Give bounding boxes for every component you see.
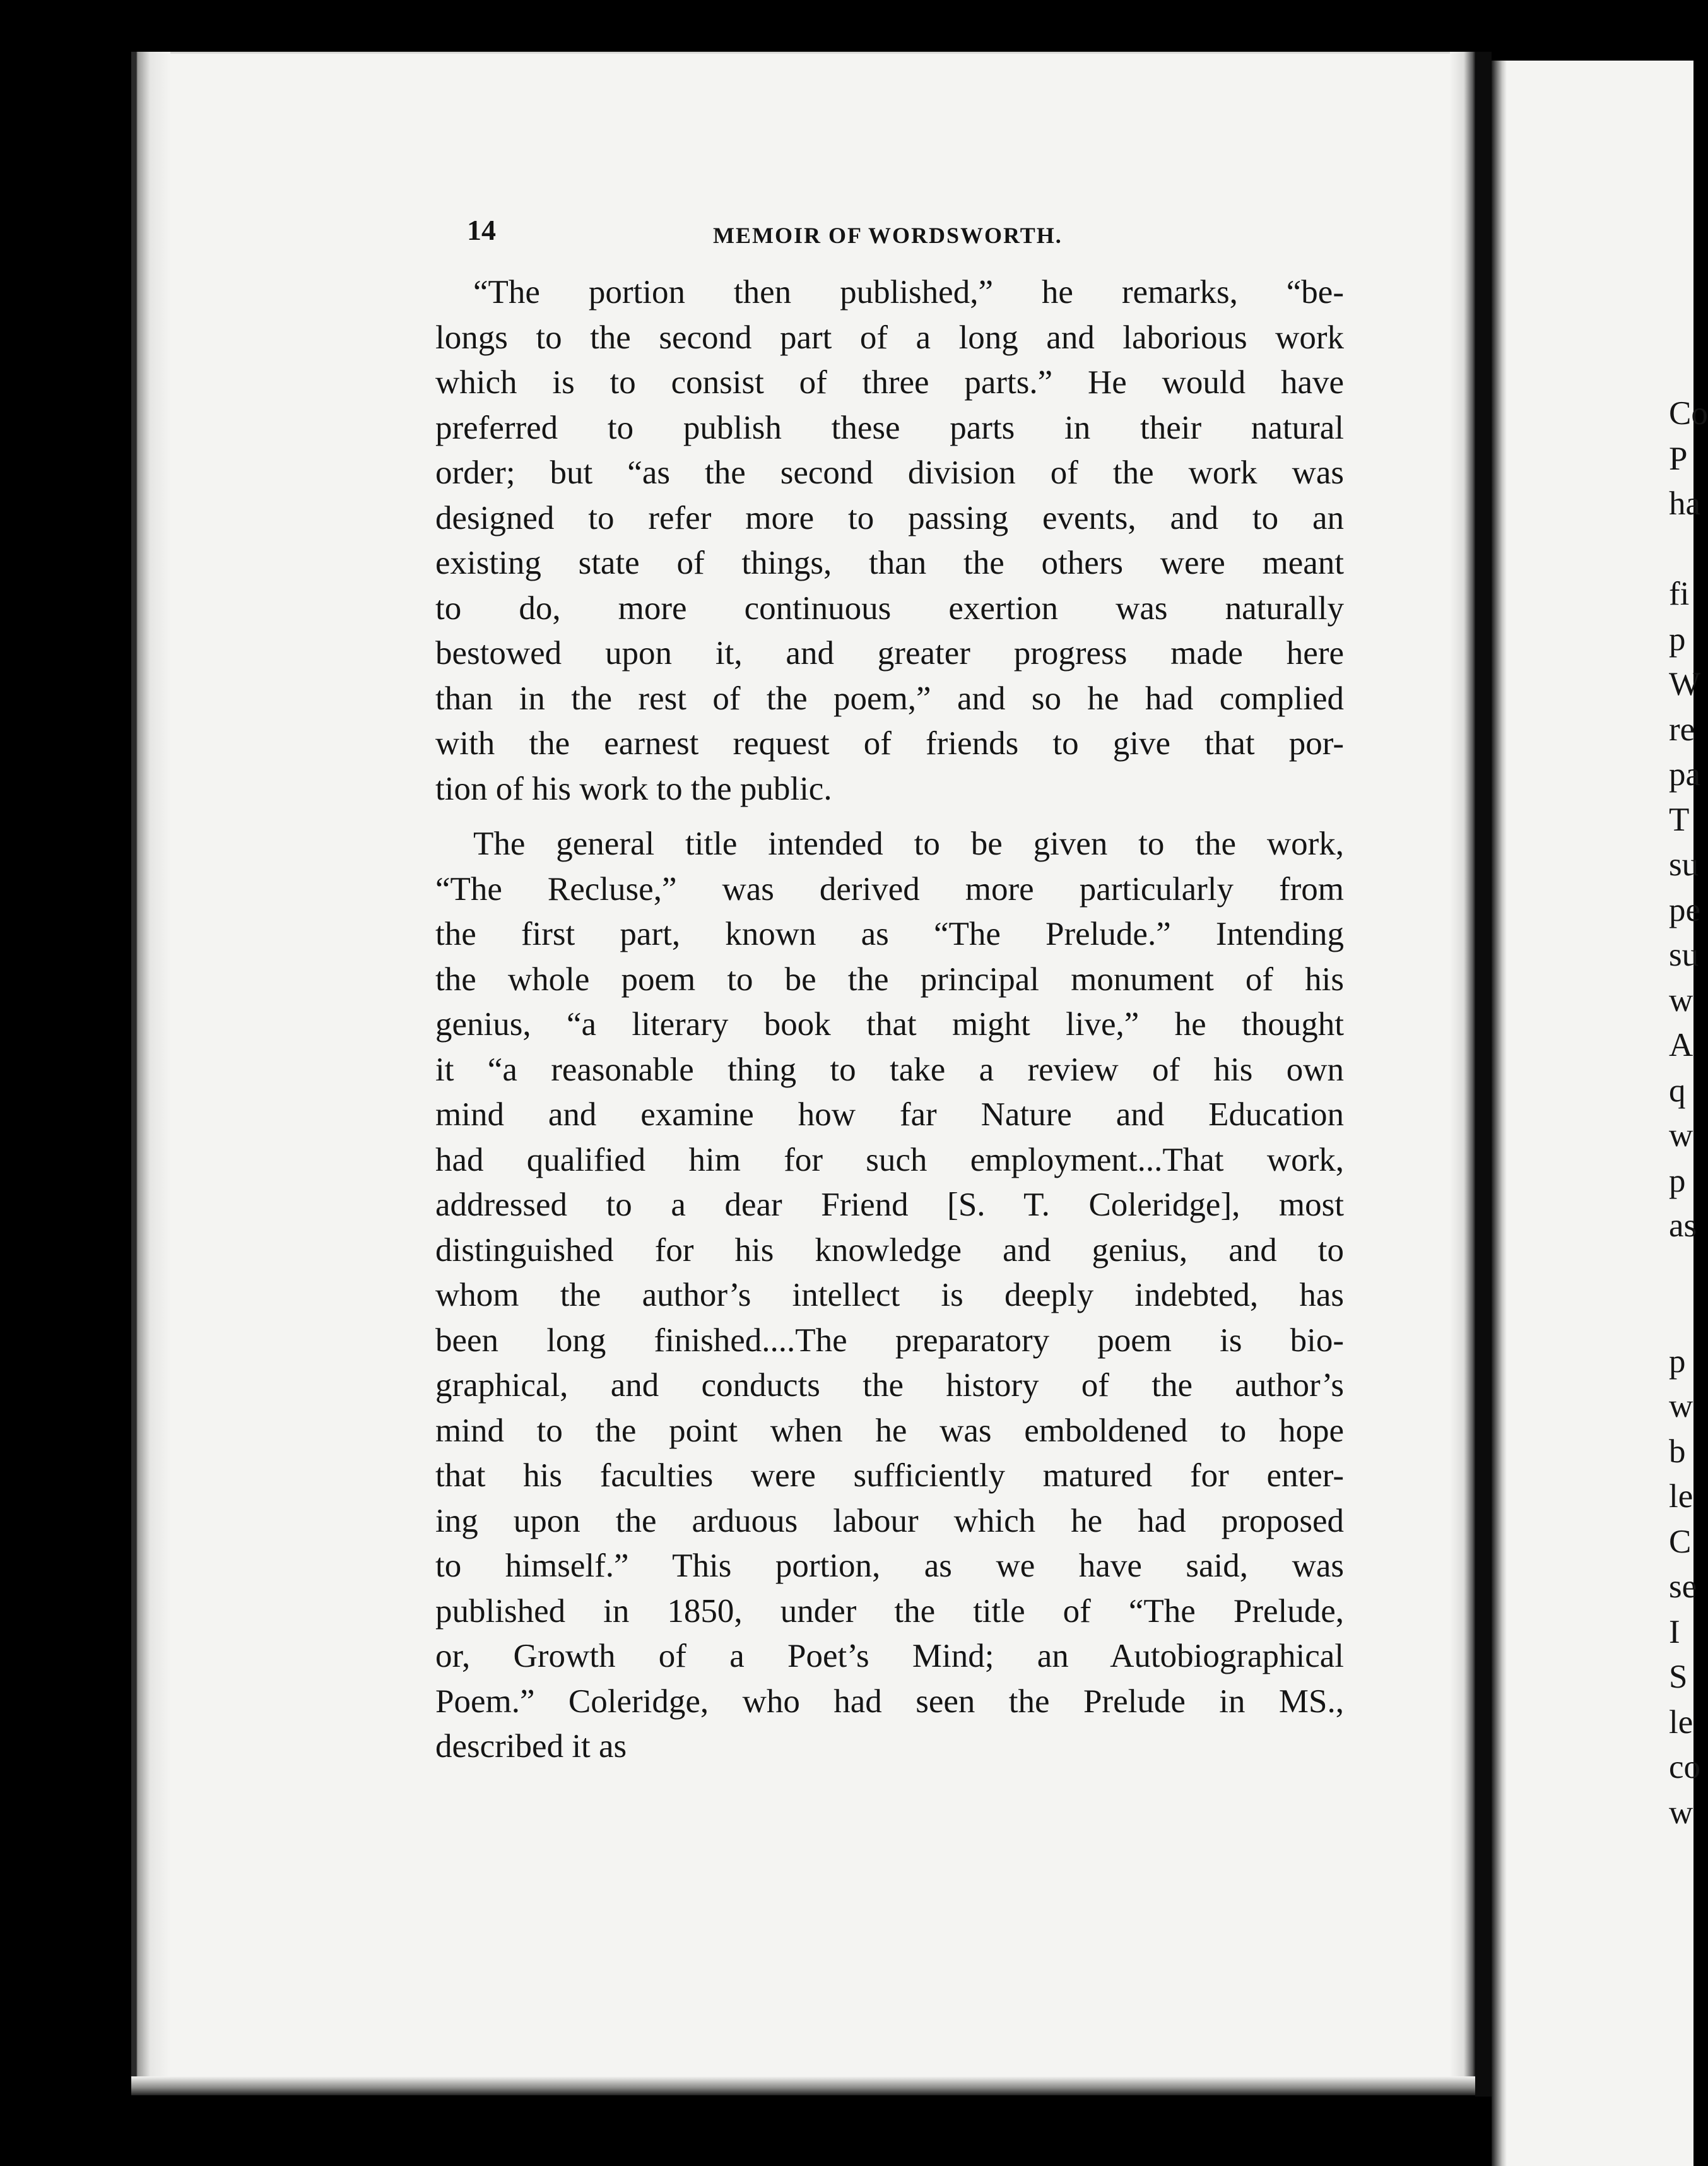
text-line: than in the rest of the poem,” and so he had complied (435, 680, 1344, 717)
text-line: graphical, and conducts the history of the author’s (435, 1367, 1344, 1404)
adjacent-page-fragment: A (1669, 1027, 1693, 1063)
book-gutter (1475, 52, 1492, 2097)
text-line: with the earnest request of friends to give that por- (435, 725, 1344, 762)
adjacent-page-fragment: fi (1669, 576, 1690, 612)
right-page-edge (1492, 61, 1693, 2166)
text-line: described it as (435, 1728, 627, 1765)
adjacent-page-fragment (1669, 527, 1707, 572)
adjacent-page-fragment: pe (1669, 891, 1701, 928)
text-line: Poem.” Coleridge, who had seen the Prelude in MS., (435, 1683, 1344, 1720)
text-line: ing upon the arduous labour which he had proposed (435, 1502, 1344, 1539)
adjacent-page-fragment: S (1669, 1659, 1688, 1695)
text-line: “The portion then published,” he remarks, “be- (473, 274, 1344, 311)
adjacent-page-fragment: p (1669, 1342, 1686, 1380)
text-line: preferred to publish these parts in their natural (435, 409, 1344, 446)
adjacent-page-fragment: b (1669, 1433, 1686, 1470)
adjacent-page-fragment: q (1669, 1072, 1686, 1109)
adjacent-page-fragment: I (1669, 1613, 1680, 1650)
text-line: existing state of things, than the others were meant (435, 545, 1344, 581)
page-bottom-edge (131, 2076, 1475, 2095)
text-line: to do, more continuous exertion was naturally (435, 589, 1344, 627)
running-title: MEMOIR OF WORDSWORTH. (713, 223, 1063, 248)
adjacent-page-fragment: co (1669, 1749, 1701, 1785)
adjacent-page-fragment: Co (1669, 395, 1708, 432)
text-line: mind to the point when he was emboldened to hope (435, 1412, 1344, 1449)
adjacent-page-fragment: P (1669, 440, 1688, 477)
text-line: the whole poem to be the principal monument of his (435, 961, 1344, 998)
text-line: been long finished....The preparatory poem is bio- (435, 1322, 1344, 1359)
adjacent-page-fragment: re (1669, 711, 1695, 748)
text-line: genius, “a literary book that might live,” he thought (435, 1006, 1344, 1043)
text-line: whom the author’s intellect is deeply indebted, has (435, 1277, 1344, 1313)
adjacent-page-fragment: ha (1669, 485, 1701, 522)
text-line: distinguished for his knowledge and genius, and to (435, 1231, 1344, 1269)
page-body-text (435, 270, 1344, 1770)
page-number: 14 (467, 214, 496, 246)
text-line: which is to consist of three parts.” He would have (435, 364, 1344, 401)
text-line: mind and examine how far Nature and Education (435, 1096, 1344, 1133)
adjacent-page-fragment: pa (1669, 756, 1701, 793)
adjacent-page-fragment: su (1669, 937, 1699, 973)
adjacent-page-fragment: w (1669, 1388, 1693, 1424)
adjacent-page-fragment: w (1669, 981, 1693, 1019)
text-line: tion of his work to the public. (435, 770, 832, 807)
adjacent-page-fragment: p (1669, 620, 1686, 658)
adjacent-page-fragment: le (1669, 1478, 1693, 1515)
text-line: published in 1850, under the title of “The Prelude, (435, 1592, 1344, 1630)
text-line: longs to the second part of a long and laborious work (435, 319, 1344, 356)
adjacent-page-fragment: as (1669, 1207, 1697, 1244)
adjacent-page-fragment: w (1669, 1117, 1693, 1154)
text-line: it “a reasonable thing to take a review of his own (435, 1051, 1344, 1088)
adjacent-page-fragment: p (1669, 1162, 1686, 1199)
paragraph-2 (435, 822, 1344, 1770)
text-line: that his faculties were sufficiently matured for enter- (435, 1457, 1344, 1494)
text-line: to himself.” This portion, as we have said, was (435, 1548, 1344, 1584)
text-line: or, Growth of a Poet’s Mind; an Autobiographical (435, 1638, 1344, 1674)
text-line: addressed to a dear Friend [S. T. Coleridge], most (435, 1187, 1344, 1223)
adjacent-page-fragment (1669, 1249, 1707, 1294)
adjacent-page-fragment: W (1669, 666, 1701, 702)
adjacent-page-fragment: C (1669, 1523, 1692, 1560)
text-line: The general title intended to be given to the work, (473, 826, 1344, 862)
adjacent-page-text (1669, 391, 1707, 1835)
text-line: order; but “as the second division of the work was (435, 454, 1344, 491)
adjacent-page-fragment: se (1669, 1568, 1697, 1605)
text-line: designed to refer more to passing events, and to an (435, 499, 1344, 536)
adjacent-page-fragment: T (1669, 801, 1690, 838)
adjacent-page-fragment: w (1669, 1794, 1693, 1831)
text-line: “The Recluse,” was derived more particularly from (435, 870, 1344, 908)
text-line: bestowed upon it, and greater progress made here (435, 635, 1344, 672)
adjacent-page-fragment: su (1669, 846, 1699, 883)
paragraph-1 (435, 270, 1344, 812)
text-line: the first part, known as “The Prelude.” Intending (435, 916, 1344, 952)
adjacent-page-fragment: le (1669, 1703, 1693, 1741)
text-line: had qualified him for such employment...That work, (435, 1141, 1344, 1178)
adjacent-page-fragment (1669, 1294, 1707, 1339)
